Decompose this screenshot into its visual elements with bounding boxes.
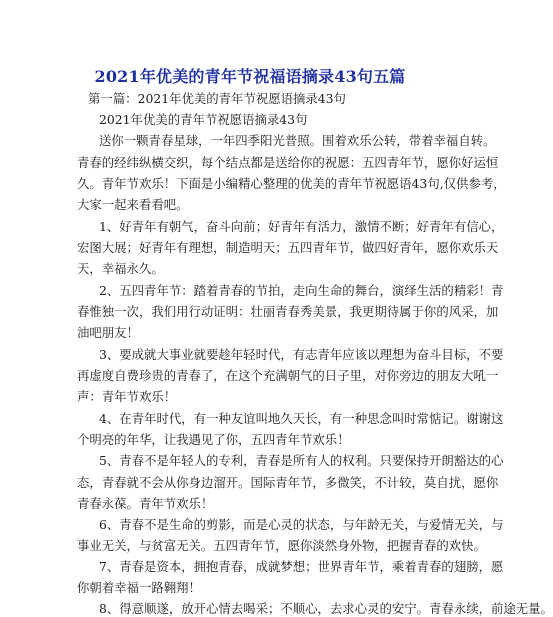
paragraph-line: 油吧朋友！: [77, 325, 139, 340]
paragraph-line: 声：青年节欢乐！: [77, 389, 177, 404]
paragraph-line: 4、在青年时代，有一种友谊叫地久天长，有一种思念叫时常惦记。谢谢这: [99, 411, 504, 426]
paragraph-line: 8、得意顺遂，放开心情去喝采；不顺心，去求心灵的安宁。青春永续，前途无量。: [99, 601, 553, 616]
document-title: 2021年优美的青年节祝福语摘录43句五篇: [94, 67, 406, 86]
paragraph-line: 大家一起来看看吧。: [77, 197, 189, 212]
paragraph-line: 3、要成就大事业就要趁年轻时代，有志青年应该以理想为奋斗目标，不要: [99, 347, 504, 362]
paragraph-line: 久。青年节欢乐！下面是小编精心整理的优美的青年节祝愿语43句,仅供参考，: [77, 176, 506, 191]
paragraph-line: 青春永葆。青年节欢乐！: [77, 496, 214, 511]
paragraph-line: 你朝着幸福一路翱翔！: [77, 580, 201, 595]
paragraph-line: 态，青春就不会从你身边溜开。国际青年节，多微笑，不计较，莫自扰，愿你: [77, 475, 499, 490]
paragraph-line: 个明亮的年华，让我遇见了你，五四青年节欢乐！: [77, 432, 350, 447]
paragraph-line: 7、青春是资本，拥抱青春，成就梦想；世界青年节，乘着青春的翅膀，愿: [99, 559, 504, 574]
paragraph-line: 送你一颗青春星球，一年四季阳光普照。围着欢乐公转，带着幸福自转。: [99, 133, 496, 148]
paragraph-line: 宏图大展；好青年有理想，制造明天；五四青年节，做四好青年，愿你欢乐天: [77, 240, 499, 255]
paragraph-line: 1、好青年有朝气，奋斗向前；好青年有活力，激情不断；好青年有信心，: [99, 219, 504, 234]
paragraph-line: 6、青春不是生命的剪影，而是心灵的状态，与年龄无关，与爱情无关，与: [99, 517, 504, 532]
paragraph-line: 5、青春不是年轻人的专利，青春是所有人的权利。只要保持开朗豁达的心: [99, 453, 504, 468]
paragraph-line: 天，幸福永久。: [77, 261, 164, 276]
subtitle-line: 2021年优美的青年节祝愿语摘录43句: [99, 112, 308, 127]
paragraph-line: 青春的经纬纵横交织，每个结点都是送给你的祝愿：五四青年节，愿你好运恒: [77, 155, 499, 170]
section-heading: 第一篇：2021年优美的青年节祝愿语摘录43句: [88, 91, 346, 106]
paragraph-line: 再虚度自费珍贵的青春了，在这个充满朝气的日子里，对你旁边的朋友大吼一: [77, 368, 499, 383]
paragraph-line: 春惟独一次，我们用行动证明：壮丽青春秀美景，我更期待属于你的风采，加: [77, 304, 499, 319]
paragraph-line: 事业无关，与贫富无关。五四青年节，愿你淡然身外物，把握青春的欢快。: [77, 538, 486, 553]
paragraph-line: 2、五四青年节：踏着青春的节拍，走向生命的舞台，演绎生活的精彩！青: [99, 283, 504, 298]
